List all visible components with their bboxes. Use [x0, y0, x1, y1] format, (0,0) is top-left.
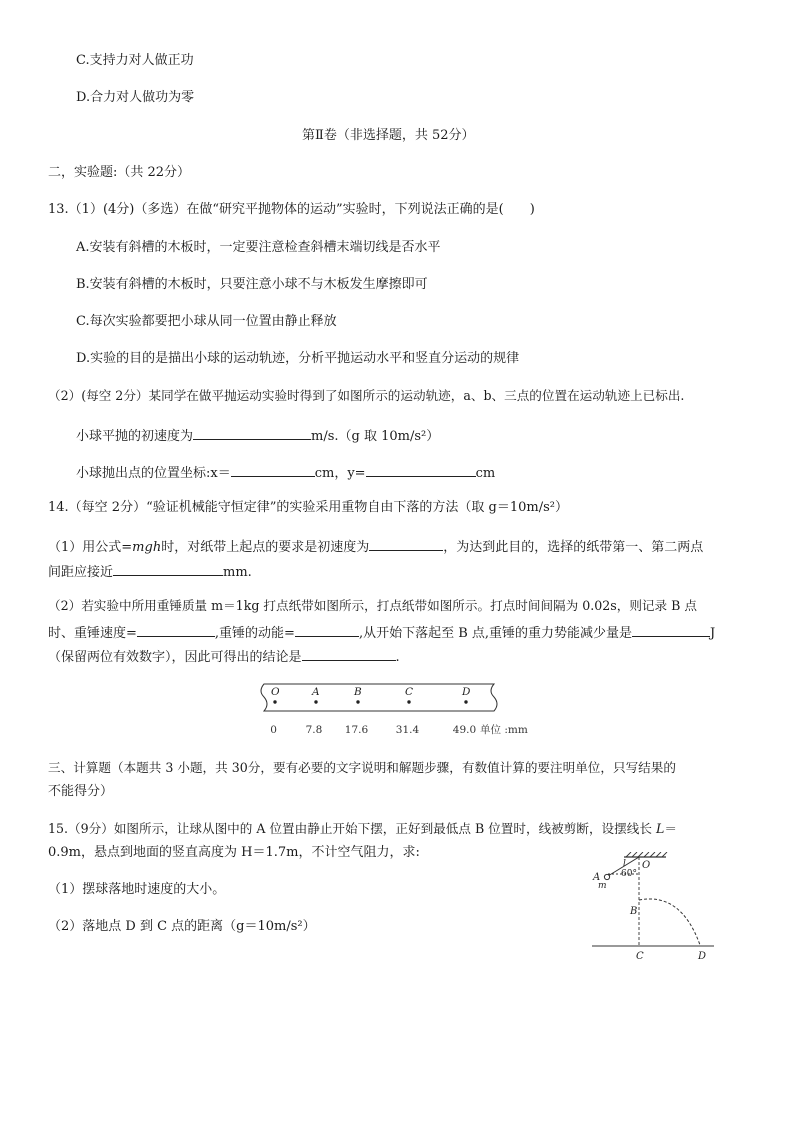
label-l: l	[623, 859, 626, 869]
kinetic-energy-blank[interactable]	[295, 622, 359, 637]
conclusion-blank[interactable]	[302, 646, 396, 661]
potential-energy-blank[interactable]	[632, 622, 710, 637]
tape-reading-a: 7.8	[305, 724, 323, 736]
q13-velocity-prefix: 小球平抛的初速度为	[76, 429, 194, 444]
label-b: B	[630, 906, 638, 917]
q14-p2-line2-mid1: ,重锤的动能=	[214, 626, 295, 641]
label-o: O	[642, 860, 651, 871]
tape-dot-b	[356, 700, 359, 703]
q13-option-c: C.每次实验都要把小球从同一位置由静止释放	[76, 314, 337, 329]
tape-unit-label: 单位 :mm	[480, 724, 528, 736]
q14-formula: mgh	[132, 540, 162, 555]
ceiling-hatch	[626, 852, 667, 857]
paper-tape-figure	[250, 678, 550, 742]
label-c: C	[636, 951, 644, 962]
trajectory-curve	[639, 899, 700, 945]
label-a: A	[593, 872, 601, 883]
angle-label: 60°	[621, 869, 637, 879]
q13-position-suffix: cm	[475, 466, 496, 481]
q15-line1	[48, 820, 677, 838]
q14-p2-line3-prefix: （保留两位有效数字），因此可得出的结论是	[48, 650, 302, 665]
tape-reading-c: 31.4	[395, 724, 420, 736]
q13-part2: （2）(每空 2分）某同学在做平抛运动实验时得到了如图所示的运动轨迹，a、b、三点的位置在运动轨迹上已标出.	[48, 388, 685, 403]
tape-point-label-a: A	[312, 686, 320, 698]
q15-length-var: L	[655, 821, 665, 836]
part2-title: 第Ⅱ卷（非选择题，共 52分）	[302, 128, 475, 143]
q12-option-d: D.合力对人做功为零	[76, 90, 195, 105]
section3-line1: 三、计算题（本题共 3 小题，共 30分，要有必要的文字说明和解题步骤，有数值计算的要注明单位，只写结果的	[48, 760, 676, 775]
q13-position-mid: cm，y=	[314, 466, 366, 481]
q14-p1-prefix: （1）用公式=	[48, 540, 133, 555]
pendulum-ball	[604, 874, 609, 879]
q14-p2-line2-prefix: 时、重锤速度=	[48, 626, 137, 641]
q14-p1-line2-suffix: mm.	[223, 565, 252, 580]
q15-question-2: （2）落地点 D 到 C 点的距离（g＝10m/s²）	[48, 919, 316, 934]
q14-p1-suffix: ，为达到此目的，选择的纸带第一、第二两点	[443, 540, 704, 555]
y-answer-blank[interactable]	[366, 462, 476, 477]
pendulum-figure	[588, 852, 752, 964]
q15-line1-suffix: ＝	[664, 821, 677, 836]
q14-p2-line2	[48, 622, 715, 643]
q14-p2-line3-suffix: .	[395, 650, 400, 665]
q13-velocity-suffix: m/s.（g 取 10m/s²）	[311, 429, 440, 444]
x-answer-blank[interactable]	[231, 462, 315, 477]
label-m: m	[598, 881, 607, 891]
q14-p1-line2-prefix: 间距应接近	[48, 565, 114, 580]
q13-stem: 13.（1）(4分)（多选）在做“研究平抛物体的运动”实验时，下列说法正确的是( )	[48, 202, 535, 217]
q14-stem: 14.（每空 2分）“验证机械能守恒定律”的实验采用重物自由下落的方法（取 g＝10m/s²）	[48, 500, 568, 515]
section3-line2: 不能得分）	[48, 784, 114, 799]
tape-reading-d: 49.0	[452, 724, 477, 736]
q14-p1-line2	[48, 561, 252, 582]
q14-p2-line1: （2）若实验中所用重锤质量 m＝1kg 打点纸带如图所示，打点纸带如图所示。打点时间间隔为 0.02s，则记录 B 点	[48, 598, 697, 613]
tape-point-label-c: C	[405, 686, 414, 698]
q14-p1-line1	[48, 536, 703, 557]
q12-option-c: C.支持力对人做正功	[76, 53, 194, 68]
tape-reading-b: 17.6	[344, 724, 369, 736]
initial-velocity-blank[interactable]	[369, 536, 443, 551]
q14-p1-mid: 时，对纸带上起点的要求是初速度为	[161, 540, 370, 555]
q14-p2-line3	[48, 646, 400, 667]
q15-line2: 0.9m，悬点到地面的竖直高度为 H＝1.7m，不计空气阻力，求:	[48, 845, 420, 860]
q13-velocity-line	[76, 425, 439, 446]
q14-p2-line2-mid2: ,从开始下落起至 B 点,重锤的重力势能减少量是	[358, 626, 633, 641]
b-velocity-blank[interactable]	[137, 622, 215, 637]
point-gap-blank[interactable]	[113, 561, 223, 576]
q13-option-b: B.安装有斜槽的木板时，只要注意小球不与木板发生摩擦即可	[76, 277, 428, 292]
q13-option-a: A.安装有斜槽的木板时，一定要注意检查斜槽末端切线是否水平	[76, 240, 441, 255]
label-d: D	[698, 951, 707, 962]
tape-dot-a	[314, 700, 317, 703]
velocity-answer-blank[interactable]	[193, 425, 311, 440]
tape-dot-d	[464, 700, 467, 703]
tape-point-label-o: O	[271, 686, 280, 698]
q15-line1-prefix: 15.（9分）如图所示，让球从图中的 A 位置由静止开始下摆，正好到最低点 B 位置时，线被剪断，设摆线长	[48, 821, 656, 836]
section2-title: 二，实验题:（共 22分）	[48, 165, 191, 180]
q14-p2-line2-suffix: J	[710, 626, 716, 641]
tape-dot-o	[273, 700, 276, 703]
tape-point-label-b: B	[354, 686, 362, 698]
tape-dot-c	[407, 700, 410, 703]
tape-point-label-d: D	[462, 686, 471, 698]
q15-question-1: （1）摆球落地时速度的大小。	[48, 882, 226, 897]
q13-position-line	[76, 462, 495, 483]
q13-position-prefix: 小球抛出点的位置坐标:x＝	[76, 466, 231, 481]
q13-option-d: D.实验的目的是描出小球的运动轨迹，分析平抛运动水平和竖直分运动的规律	[76, 351, 520, 366]
tape-reading-o: 0	[270, 724, 277, 736]
